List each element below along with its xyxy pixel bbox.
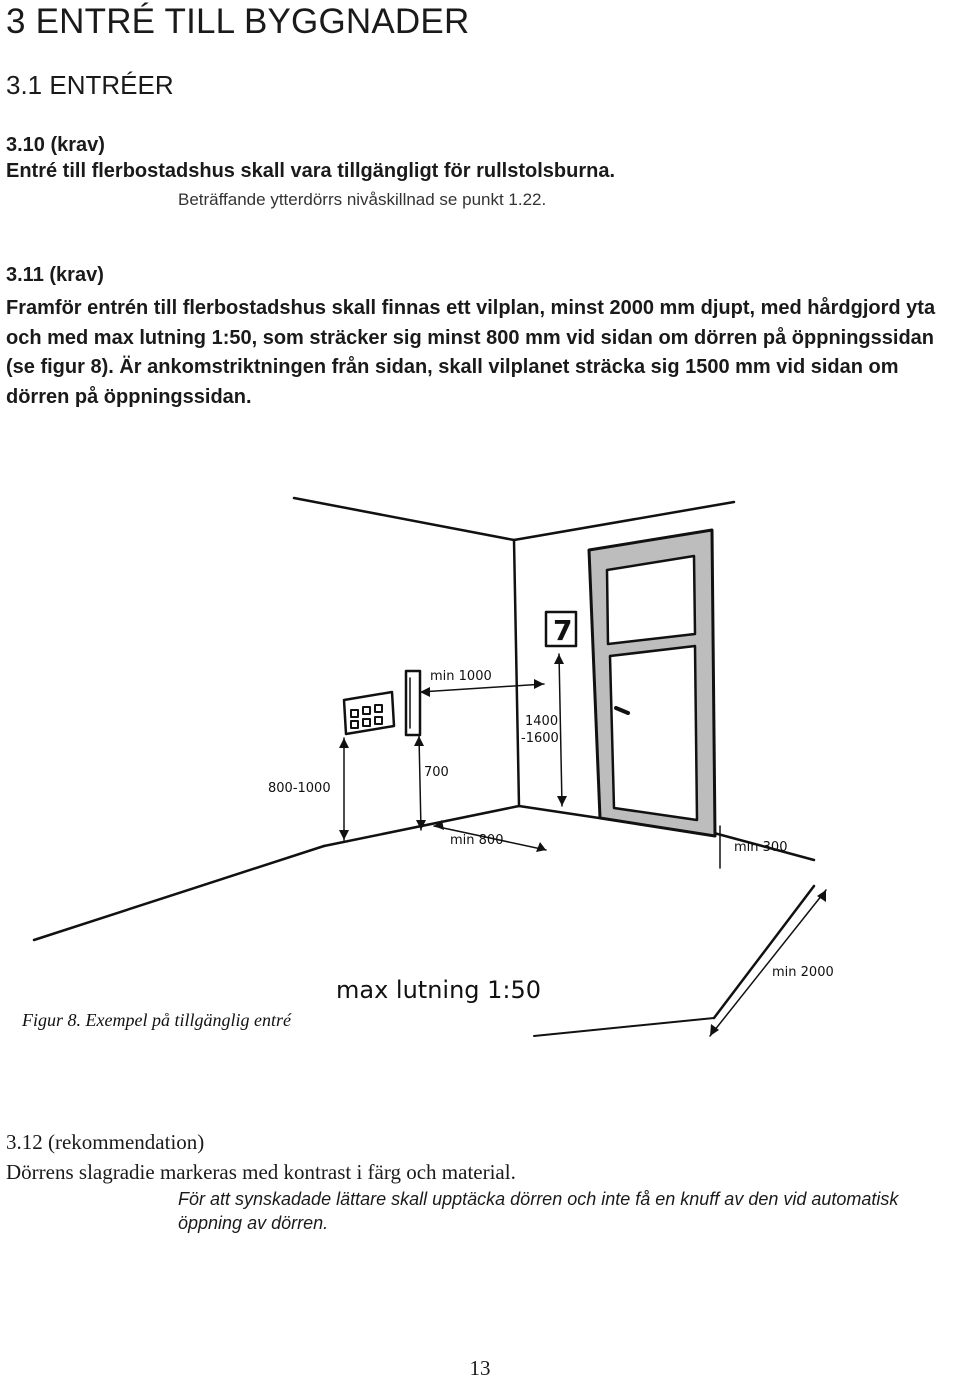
- figure-caption: Figur 8. Exempel på tillgänglig entré: [22, 1010, 291, 1030]
- page-heading: 3 ENTRÉ TILL BYGGNADER: [6, 2, 470, 41]
- label-min1000: min 1000: [430, 669, 492, 684]
- label-slope: max lutning 1:50: [336, 976, 542, 1004]
- recommendation-3-12-id: 3.12 (rekommendation): [6, 1130, 205, 1154]
- floor-wall-line-right-a: [519, 806, 599, 818]
- dim-min1000-line: [420, 684, 544, 692]
- floor-edge-front: [534, 1018, 714, 1036]
- label-800-1000: 800-1000: [268, 781, 331, 796]
- entrance-figure: [14, 488, 860, 1054]
- label-min2000: min 2000: [772, 965, 834, 980]
- section-heading: 3.1 ENTRÉER: [6, 70, 174, 100]
- page-number: 13: [469, 1356, 491, 1380]
- requirement-3-10-text: Entré till flerbostadshus skall vara tillgängligt för rullstolsburna.: [6, 160, 616, 182]
- recommendation-3-12-text: Dörrens slagradie markeras med kontrast i färg och material.: [6, 1160, 516, 1184]
- dim-700-line: [419, 736, 421, 830]
- floor-edge-right: [714, 886, 814, 1018]
- label-700: 700: [424, 765, 449, 780]
- door-frame: [589, 530, 715, 836]
- wall-corner-line: [514, 540, 519, 806]
- door-opener-button: [406, 671, 420, 735]
- dim-1400-line: [559, 654, 562, 806]
- requirement-3-10-id: 3.10 (krav): [6, 134, 105, 156]
- requirement-3-11-text: Framför entrén till flerbostadshus skall finnas ett vilplan, minst 2000 mm djupt, med hårdgjord yta och med max lutning 1:50, som sträcker sig minst 800 mm vid sidan om dörren på öppningssidan (se figur 8). Är ankomstriktningen från sidan, skall vilplanet sträcka sig 1500 mm vid sidan om dörren på öppningssidan.: [6, 297, 936, 408]
- intercom-panel: [344, 692, 394, 734]
- label-1400: 1400: [525, 714, 559, 729]
- label-1600: -1600: [521, 731, 559, 746]
- requirement-3-10-note: Beträffande ytterdörrs nivåskillnad se punkt 1.22.: [178, 190, 547, 209]
- recommendation-3-12-note: För att synskadade lättare skall upptäcka dörren och inte få en knuff av den vid automatisk öppning av dörren.: [178, 1189, 899, 1233]
- dim-min2000-line: [710, 890, 826, 1036]
- label-min800: min 800: [450, 833, 504, 848]
- house-number: 7: [553, 614, 573, 647]
- ceiling-line-left: [294, 498, 514, 540]
- requirement-3-11-id: 3.11 (krav): [6, 264, 104, 286]
- floor-edge-left: [34, 846, 324, 940]
- label-min300: min 300: [734, 840, 788, 855]
